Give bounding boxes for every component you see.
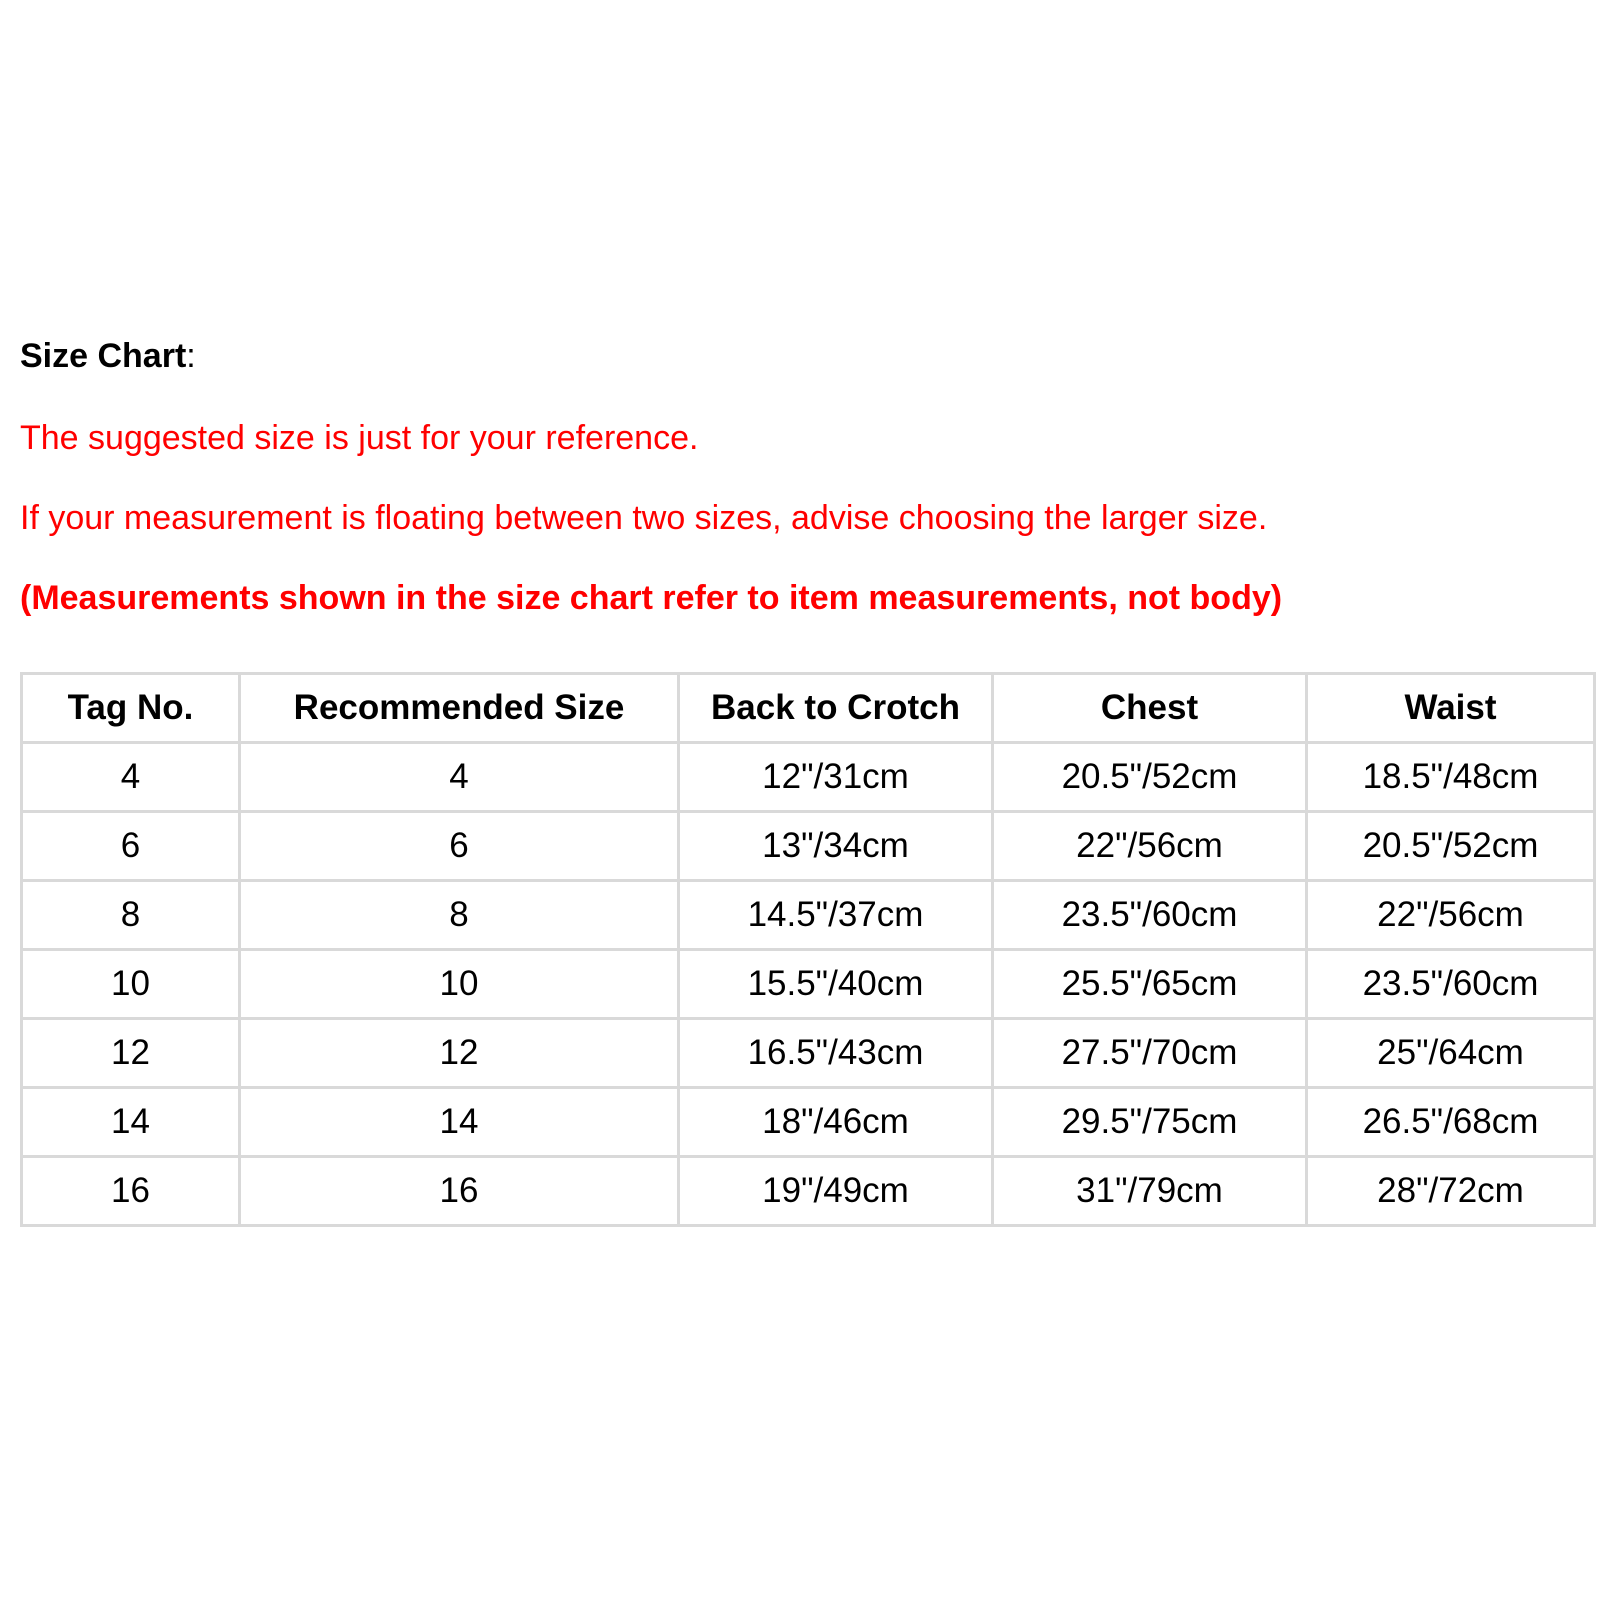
cell-tag-no: 16 (22, 1157, 240, 1226)
cell-recommended-size: 14 (240, 1088, 679, 1157)
cell-back-to-crotch: 14.5"/37cm (679, 881, 993, 950)
table-header-row (22, 674, 1595, 743)
title-colon: : (186, 337, 196, 375)
cell-chest: 23.5"/60cm (993, 881, 1307, 950)
size-table (20, 672, 1596, 1227)
cell-waist: 25"/64cm (1307, 1019, 1595, 1088)
cell-recommended-size: 12 (240, 1019, 679, 1088)
cell-waist: 28"/72cm (1307, 1157, 1595, 1226)
cell-back-to-crotch: 12"/31cm (679, 743, 993, 812)
table-row (22, 881, 1595, 950)
table-row (22, 812, 1595, 881)
cell-chest: 27.5"/70cm (993, 1019, 1307, 1088)
reference-note: The suggested size is just for your reference. (20, 419, 699, 457)
cell-chest: 31"/79cm (993, 1157, 1307, 1226)
cell-back-to-crotch: 15.5"/40cm (679, 950, 993, 1019)
table-row (22, 743, 1595, 812)
table-row (22, 1088, 1595, 1157)
cell-back-to-crotch: 19"/49cm (679, 1157, 993, 1226)
column-header-recommended-size: Recommended Size (240, 674, 679, 743)
table-row (22, 1157, 1595, 1226)
cell-tag-no: 8 (22, 881, 240, 950)
page-title (20, 336, 1592, 376)
cell-recommended-size: 6 (240, 812, 679, 881)
cell-back-to-crotch: 13"/34cm (679, 812, 993, 881)
cell-waist: 22"/56cm (1307, 881, 1595, 950)
size-chart-info (20, 336, 1592, 618)
cell-waist: 20.5"/52cm (1307, 812, 1595, 881)
column-header-waist: Waist (1307, 674, 1595, 743)
column-header-chest: Chest (993, 674, 1307, 743)
cell-recommended-size: 4 (240, 743, 679, 812)
table-row (22, 950, 1595, 1019)
size-advice-note: If your measurement is floating between two sizes, advise choosing the larger size. (20, 499, 1268, 537)
cell-tag-no: 10 (22, 950, 240, 1019)
cell-back-to-crotch: 18"/46cm (679, 1088, 993, 1157)
column-header-back-to-crotch: Back to Crotch (679, 674, 993, 743)
cell-chest: 29.5"/75cm (993, 1088, 1307, 1157)
cell-back-to-crotch: 16.5"/43cm (679, 1019, 993, 1088)
cell-waist: 26.5"/68cm (1307, 1088, 1595, 1157)
cell-waist: 23.5"/60cm (1307, 950, 1595, 1019)
measurement-disclaimer: (Measurements shown in the size chart refer to item measurements, not body) (20, 579, 1283, 617)
cell-waist: 18.5"/48cm (1307, 743, 1595, 812)
table-row (22, 1019, 1595, 1088)
column-header-tag-no: Tag No. (22, 674, 240, 743)
cell-tag-no: 6 (22, 812, 240, 881)
cell-tag-no: 12 (22, 1019, 240, 1088)
cell-recommended-size: 10 (240, 950, 679, 1019)
cell-tag-no: 4 (22, 743, 240, 812)
size-chart-title: Size Chart (20, 337, 187, 375)
cell-chest: 25.5"/65cm (993, 950, 1307, 1019)
cell-tag-no: 14 (22, 1088, 240, 1157)
cell-chest: 22"/56cm (993, 812, 1307, 881)
cell-chest: 20.5"/52cm (993, 743, 1307, 812)
cell-recommended-size: 8 (240, 881, 679, 950)
cell-recommended-size: 16 (240, 1157, 679, 1226)
